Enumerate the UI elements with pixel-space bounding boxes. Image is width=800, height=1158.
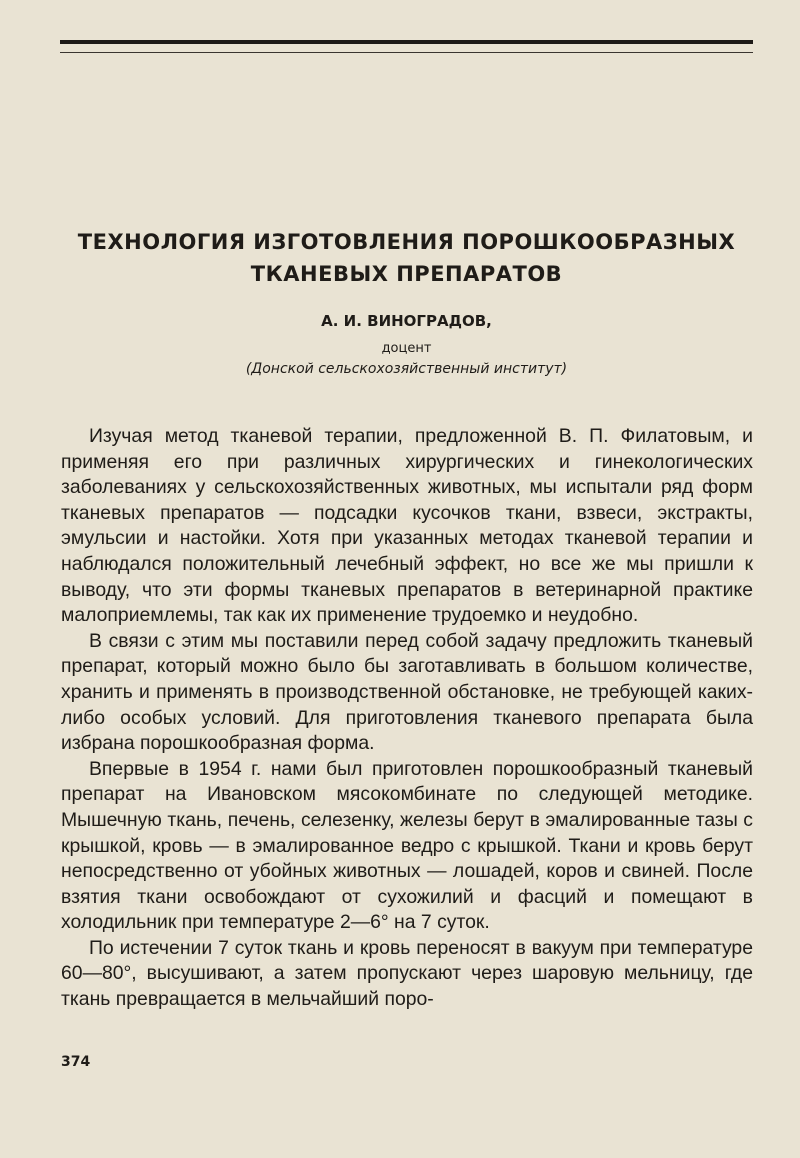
article-title: ТЕХНОЛОГИЯ ИЗГОТОВЛЕНИЯ ПОРОШКООБРАЗНЫХ ТКАНЕВЫХ ПРЕПАРАТОВ: [77, 230, 736, 286]
author-position: доцент: [381, 341, 432, 356]
article-body: [61, 424, 753, 1013]
page-number: 374: [61, 1054, 91, 1070]
header-rule-thick: [60, 40, 753, 44]
article-author: А. И. ВИНОГРАДОВ,: [321, 312, 492, 330]
header-rule-thin: [60, 52, 753, 53]
author-affiliation: (Донской сельскохозяйственный институт): [245, 361, 568, 377]
paragraph-1: Изучая метод тканевой терапии, предложенной В. П. Филатовым, и применяя его при различных хирургических и гинекологических заболеваниях у сельскохозяйственных животных, мы испытали ряд форм тканевых препаратов — подсадки кусочков ткани, взвеси, экстракты, эмульсии и настойки. Хотя при указанных методах тканевой терапии и наблюдался положительный лечебный эффект, но все же мы пришли к выводу, что эти формы тканевых препаратов в ветеринарной практике малоприемлемы, так как их применение трудоемко и неудобно.: [61, 425, 753, 627]
paragraph-4: По истечении 7 суток ткань и кровь переносят в вакуум при температуре 60—80°, высушивают, а затем пропускают через шаровую мельницу, где ткань превращается в мельчайший поро-: [61, 936, 753, 1011]
paragraph-3: Впервые в 1954 г. нами был приготовлен порошкообразный тканевый препарат на Ивановском мясокомбинате по следующей методике. Мышечную ткань, печень, селезенку, железы берут в эмалированные тазы с крышкой, кровь — в эмалированное ведро с крышкой. Ткани и кровь берут непосредственно от убойных животных — лошадей, коров и свиней. После взятия ткани освобождают от сухожилий и фасций и помещают в холодильник при температуре 2—6° на 7 суток.: [61, 757, 753, 934]
paragraph-2: В связи с этим мы поставили перед собой задачу предложить тканевый препарат, который можно было бы заготавливать в большом количестве, хранить и применять в производственной обстановке, не требующей каких-либо особых условий. Для приготовления тканевого препарата была избрана порошкообразная форма.: [61, 629, 753, 755]
